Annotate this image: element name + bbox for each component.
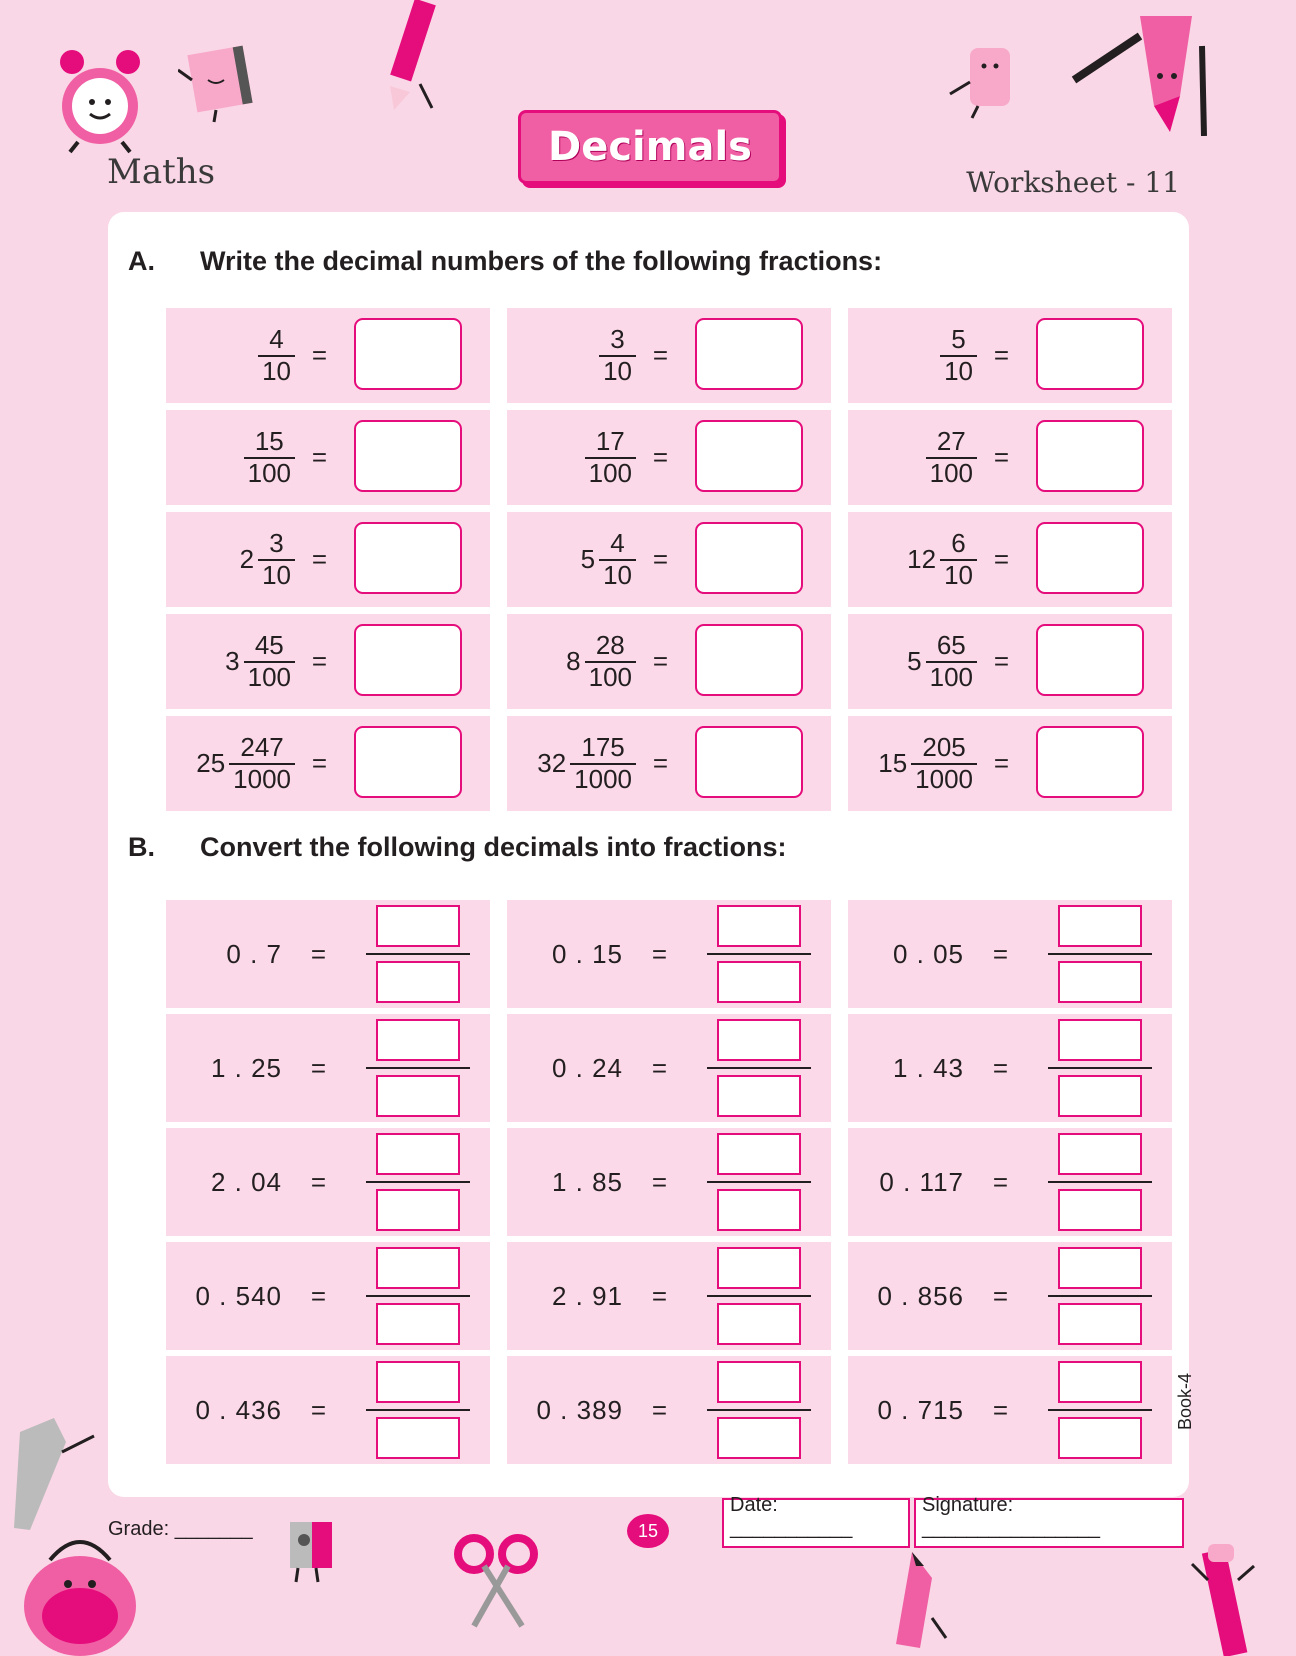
decimal-item <box>507 1128 831 1236</box>
denominator: 10 <box>599 559 636 591</box>
fraction-expression <box>585 410 636 505</box>
answer-box[interactable] <box>695 318 803 390</box>
fraction-item <box>166 614 490 709</box>
date-field[interactable] <box>722 1494 910 1548</box>
denominator-box[interactable] <box>717 1303 801 1345</box>
equals-sign: = <box>310 1394 326 1425</box>
fraction <box>258 529 295 591</box>
decimal-item <box>166 1014 490 1122</box>
fraction <box>229 733 295 795</box>
fraction-expression <box>940 308 977 403</box>
fraction <box>926 427 977 489</box>
page-title: Decimals <box>518 110 782 184</box>
fraction-expression <box>258 308 295 403</box>
numerator-box[interactable] <box>376 905 460 947</box>
section-b-instruction: Convert the following decimals into fractions: <box>200 832 787 862</box>
fraction-expression <box>196 716 295 811</box>
fraction <box>911 733 977 795</box>
equals-sign: = <box>993 442 1009 472</box>
fraction-item <box>166 716 490 811</box>
denominator-box[interactable] <box>717 961 801 1003</box>
fraction-bar <box>366 1181 470 1183</box>
equals-sign: = <box>311 442 327 472</box>
decimal-value: 0 . 540 <box>195 1280 282 1311</box>
fraction-bar <box>1048 1181 1152 1183</box>
equals-sign: = <box>311 748 327 778</box>
decimal-item <box>507 1242 831 1350</box>
ruler-icon <box>10 1412 96 1532</box>
equals-sign: = <box>993 340 1009 370</box>
fraction-expression <box>240 512 295 607</box>
book-label: Book-4 <box>1175 1372 1195 1430</box>
numerator: 4 <box>269 323 284 354</box>
equals-sign: = <box>651 1166 667 1197</box>
whole-number: 5 <box>580 544 596 574</box>
signature-label: Signature: ________________ <box>922 1494 1100 1539</box>
section-a-instruction: Write the decimal numbers of the following fractions: <box>200 246 883 276</box>
denominator: 10 <box>940 559 977 591</box>
fraction-bar <box>707 953 811 955</box>
fraction <box>940 529 977 591</box>
whole-number: 15 <box>878 748 908 778</box>
fraction-item <box>848 512 1172 607</box>
denominator: 10 <box>599 355 636 387</box>
numerator: 27 <box>936 425 966 456</box>
fraction-item <box>507 716 831 811</box>
answer-box[interactable] <box>1036 420 1144 492</box>
fraction <box>585 631 636 693</box>
equals-sign: = <box>992 1052 1008 1083</box>
denominator-box[interactable] <box>376 1303 460 1345</box>
fraction <box>244 631 295 693</box>
equals-sign: = <box>651 1052 667 1083</box>
fraction-bar <box>707 1067 811 1069</box>
decimal-value: 2 . 91 <box>551 1280 623 1311</box>
whole-number: 12 <box>907 544 937 574</box>
numerator-box[interactable] <box>1058 905 1142 947</box>
equals-sign: = <box>652 340 668 370</box>
fraction-bar <box>1048 953 1152 955</box>
section-a-letter: A. <box>128 246 155 276</box>
decimal-value: 0 . 24 <box>551 1052 623 1083</box>
decimal-item <box>848 1014 1172 1122</box>
denominator: 100 <box>244 661 295 693</box>
worksheet-number: Worksheet - 11 <box>966 166 1180 199</box>
fraction-item <box>848 716 1172 811</box>
equals-sign: = <box>652 544 668 574</box>
scissors-icon <box>452 1530 542 1630</box>
denominator: 100 <box>926 661 977 693</box>
fraction-item <box>507 410 831 505</box>
fraction-bar <box>1048 1295 1152 1297</box>
fraction <box>570 733 636 795</box>
equals-sign: = <box>652 646 668 676</box>
denominator: 100 <box>585 661 636 693</box>
answer-box[interactable] <box>1036 624 1144 696</box>
decimal-item <box>166 1128 490 1236</box>
denominator: 100 <box>244 457 295 489</box>
numerator-box[interactable] <box>717 905 801 947</box>
numerator-box[interactable] <box>376 1361 460 1403</box>
fraction-bar <box>366 953 470 955</box>
numerator-box[interactable] <box>1058 1133 1142 1175</box>
fraction-item <box>507 512 831 607</box>
denominator: 1000 <box>229 763 295 795</box>
fraction-expression <box>907 512 977 607</box>
fraction-expression <box>225 614 295 709</box>
whole-number: 8 <box>566 646 581 676</box>
decimal-item <box>166 1356 490 1464</box>
numerator-box[interactable] <box>1058 1361 1142 1403</box>
denominator-box[interactable] <box>376 961 460 1003</box>
fraction <box>926 631 977 693</box>
fraction-expression <box>581 512 636 607</box>
decimal-value: 2 . 04 <box>210 1166 282 1197</box>
denominator-box[interactable] <box>1058 1075 1142 1117</box>
fraction-bar <box>366 1295 470 1297</box>
numerator: 5 <box>951 323 966 354</box>
fraction-item <box>848 308 1172 403</box>
notepad-icon <box>178 40 264 124</box>
fraction <box>940 325 977 387</box>
decimal-item <box>166 1242 490 1350</box>
decimal-value: 0 . 856 <box>877 1280 964 1311</box>
equals-sign: = <box>652 748 668 778</box>
crayon-icon <box>886 1548 952 1656</box>
decimal-item <box>848 1356 1172 1464</box>
denominator-box[interactable] <box>717 1075 801 1117</box>
equals-sign: = <box>993 748 1009 778</box>
fraction <box>585 427 636 489</box>
numerator: 17 <box>595 425 625 456</box>
numerator: 6 <box>951 527 966 558</box>
equals-sign: = <box>992 1394 1008 1425</box>
denominator: 100 <box>585 457 636 489</box>
signature-field[interactable] <box>914 1494 1184 1548</box>
fraction-expression <box>926 410 977 505</box>
denominator: 10 <box>940 355 977 387</box>
subject-label: Maths <box>107 152 216 192</box>
numerator-box[interactable] <box>1058 1247 1142 1289</box>
numerator: 3 <box>610 323 625 354</box>
fraction-expression <box>907 614 977 709</box>
decimal-item <box>507 900 831 1008</box>
decimal-value: 0 . 389 <box>536 1394 623 1425</box>
answer-box[interactable] <box>354 318 462 390</box>
whole-number: 25 <box>196 748 226 778</box>
denominator-box[interactable] <box>717 1417 801 1459</box>
whole-number: 2 <box>239 544 255 574</box>
whole-number: 5 <box>907 646 922 676</box>
fraction-item <box>166 308 490 403</box>
equals-sign: = <box>310 1280 326 1311</box>
equals-sign: = <box>651 1394 667 1425</box>
fraction-expression <box>537 716 636 811</box>
numerator: 3 <box>269 527 284 558</box>
decimal-item <box>848 1128 1172 1236</box>
fraction-expression <box>878 716 977 811</box>
denominator-box[interactable] <box>376 1075 460 1117</box>
denominator-box[interactable] <box>1058 1189 1142 1231</box>
decimal-value: 0 . 05 <box>892 938 964 969</box>
numerator: 175 <box>581 731 625 762</box>
numerator-box[interactable] <box>376 1019 460 1061</box>
fraction-item <box>166 512 490 607</box>
decimal-item <box>848 900 1172 1008</box>
whole-number: 32 <box>537 748 567 778</box>
answer-box[interactable] <box>1036 522 1144 594</box>
fraction-expression <box>244 410 295 505</box>
decimal-value: 0 . 7 <box>226 938 282 969</box>
decimal-value: 1 . 43 <box>892 1052 964 1083</box>
numerator: 4 <box>610 527 625 558</box>
numerator-box[interactable] <box>717 1361 801 1403</box>
fraction-item <box>848 614 1172 709</box>
equals-sign: = <box>310 938 326 969</box>
numerator: 45 <box>254 629 284 660</box>
denominator: 100 <box>926 457 977 489</box>
numerator-box[interactable] <box>376 1247 460 1289</box>
equals-sign: = <box>311 544 327 574</box>
equals-sign: = <box>992 1166 1008 1197</box>
fraction-bar <box>707 1181 811 1183</box>
numerator: 205 <box>922 731 966 762</box>
denominator: 10 <box>258 559 295 591</box>
fraction-item <box>166 410 490 505</box>
answer-box[interactable] <box>695 522 803 594</box>
alarm-clock-icon <box>52 44 148 154</box>
denominator-box[interactable] <box>717 1189 801 1231</box>
equals-sign: = <box>993 544 1009 574</box>
equals-sign: = <box>992 1280 1008 1311</box>
fraction <box>258 325 295 387</box>
fraction <box>599 529 636 591</box>
decimal-value: 0 . 117 <box>879 1166 964 1197</box>
fraction <box>599 325 636 387</box>
equals-sign: = <box>992 938 1008 969</box>
numerator-box[interactable] <box>717 1247 801 1289</box>
decimal-value: 1 . 25 <box>210 1052 282 1083</box>
equals-sign: = <box>311 646 327 676</box>
denominator: 10 <box>258 355 295 387</box>
decimal-value: 0 . 15 <box>551 938 623 969</box>
denominator-box[interactable] <box>376 1189 460 1231</box>
numerator-box[interactable] <box>717 1019 801 1061</box>
decimal-value: 0 . 436 <box>195 1394 282 1425</box>
fraction-expression <box>599 308 636 403</box>
numerator-box[interactable] <box>717 1133 801 1175</box>
decimal-item <box>848 1242 1172 1350</box>
fraction <box>244 427 295 489</box>
denominator-box[interactable] <box>1058 1417 1142 1459</box>
date-label: Date: ___________ <box>730 1494 853 1539</box>
fraction-item <box>848 410 1172 505</box>
pencil-sharpener-icon <box>282 1518 340 1584</box>
eraser-icon <box>946 42 1022 120</box>
equals-sign: = <box>310 1166 326 1197</box>
pencil-icon <box>380 0 444 112</box>
denominator-box[interactable] <box>1058 1303 1142 1345</box>
decimal-item <box>166 900 490 1008</box>
crayon-icon <box>1070 6 1210 136</box>
answer-box[interactable] <box>695 726 803 798</box>
equals-sign: = <box>993 646 1009 676</box>
numerator: 15 <box>254 425 284 456</box>
fraction-item <box>507 308 831 403</box>
numerator: 65 <box>936 629 966 660</box>
whole-number: 3 <box>225 646 240 676</box>
denominator: 1000 <box>911 763 977 795</box>
fraction-bar <box>707 1295 811 1297</box>
answer-box[interactable] <box>695 624 803 696</box>
answer-box[interactable] <box>1036 318 1144 390</box>
denominator-box[interactable] <box>1058 961 1142 1003</box>
answer-box[interactable] <box>354 420 462 492</box>
equals-sign: = <box>651 1280 667 1311</box>
decimal-value: 0 . 715 <box>877 1394 964 1425</box>
grade-field[interactable]: Grade: _______ <box>108 1518 253 1540</box>
section-b-letter: B. <box>128 832 155 862</box>
numerator: 28 <box>595 629 625 660</box>
fraction-item <box>507 614 831 709</box>
numerator: 247 <box>240 731 284 762</box>
fraction-bar <box>707 1409 811 1411</box>
answer-box[interactable] <box>1036 726 1144 798</box>
fraction-bar <box>366 1067 470 1069</box>
fraction-bar <box>366 1409 470 1411</box>
denominator: 1000 <box>570 763 636 795</box>
equals-sign: = <box>651 938 667 969</box>
answer-box[interactable] <box>354 624 462 696</box>
numerator-box[interactable] <box>1058 1019 1142 1061</box>
page-number-badge: 15 <box>627 1514 669 1548</box>
decimal-value: 1 . 85 <box>551 1166 623 1197</box>
equals-sign: = <box>310 1052 326 1083</box>
denominator-box[interactable] <box>376 1417 460 1459</box>
answer-box[interactable] <box>354 522 462 594</box>
decimal-item <box>507 1356 831 1464</box>
fraction-bar <box>1048 1409 1152 1411</box>
numerator-box[interactable] <box>376 1133 460 1175</box>
answer-box[interactable] <box>695 420 803 492</box>
equals-sign: = <box>652 442 668 472</box>
fraction-expression <box>566 614 636 709</box>
pen-icon <box>1190 1540 1260 1656</box>
decimal-item <box>507 1014 831 1122</box>
fraction-bar <box>1048 1067 1152 1069</box>
answer-box[interactable] <box>354 726 462 798</box>
equals-sign: = <box>311 340 327 370</box>
